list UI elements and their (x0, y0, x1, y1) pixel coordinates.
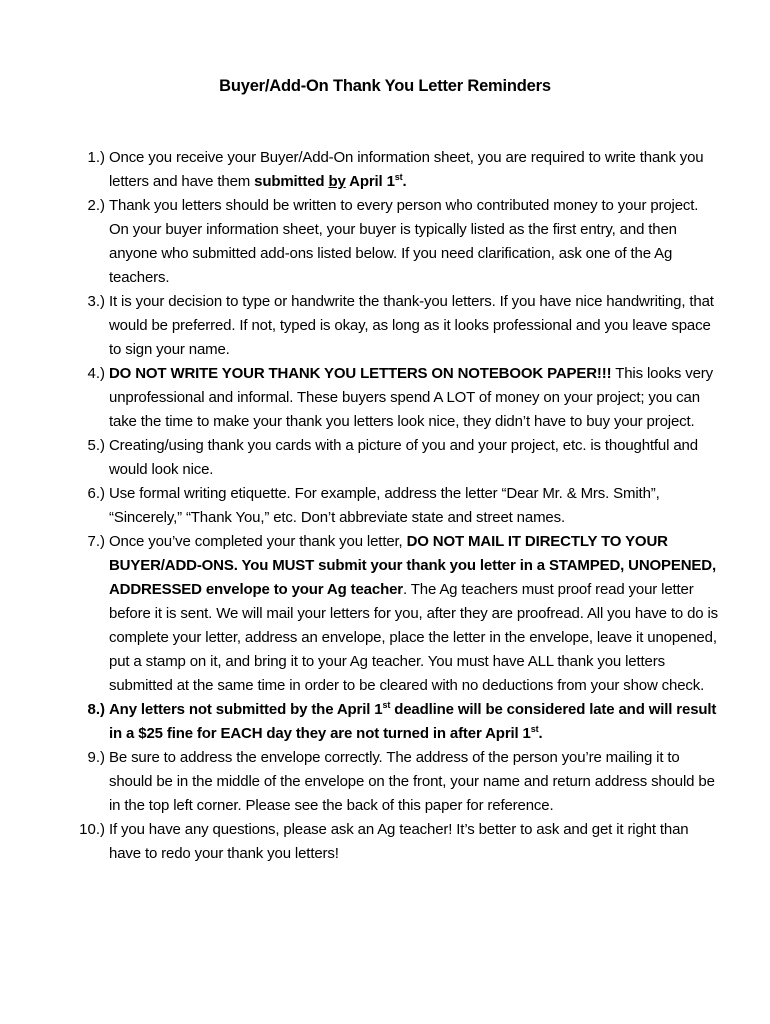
item-text (109, 362, 719, 434)
list-item (0, 434, 770, 482)
item-number: 7.) (87, 533, 105, 550)
item-superscript: st (382, 700, 391, 710)
list-item (0, 362, 770, 434)
item-bold-text: . (538, 725, 543, 742)
item-number: 5.) (87, 437, 105, 454)
list-item (0, 194, 770, 290)
item-text (109, 698, 719, 746)
item-bold-text: submitted (254, 173, 329, 190)
item-bold-text: DO NOT MAIL IT DIRECTLY TO YOUR BUYER/ADD-ONS. You MUST submit your thank you letter in a STAMPED, UNOPENED, ADDRESSED envelope to your Ag teacher (109, 533, 716, 598)
list-item (0, 746, 770, 818)
list-item (0, 698, 770, 746)
item-bold-text: April 1 (345, 173, 395, 190)
item-number: 8.) (87, 701, 105, 718)
item-text (109, 530, 719, 698)
item-underlined-text: by (328, 173, 346, 190)
item-text-part: . The Ag teachers must proof read your letter before it is sent. We will mail your letters for you, after they are proofread. All you have to do is complete your letter, address an envelope, place the letter in the envelope, leave it unopened, put a stamp on it, and bring it to your Ag teacher. You must have ALL thank you letters submitted at the same time in order to be cleared with no deductions from your show check. (109, 581, 719, 694)
item-text: Use formal writing etiquette. For example, address the letter “Dear Mr. & Mrs. Smith”, “Sincerely,” “Thank You,” etc. Don’t abbreviate state and street names. (109, 485, 660, 526)
item-number: 6.) (87, 485, 105, 502)
item-number: 4.) (87, 365, 105, 382)
item-text-part: Once you’ve completed your thank you letter, (109, 533, 407, 550)
reminder-list (0, 146, 770, 866)
item-text: Thank you letters should be written to every person who contributed money to your project. On your buyer information sheet, your buyer is typically listed as the first entry, and then anyone who submitted add-ons listed below. If you need clarification, ask one of the Ag teachers. (109, 197, 699, 286)
item-text-part: . (402, 173, 407, 190)
item-bold-text: deadline will be considered late and will result in a $25 fine for EACH day they are not turned in after April 1 (109, 701, 717, 742)
item-text: If you have any questions, please ask an Ag teacher! It’s better to ask and get it right than have to redo your thank you letters! (109, 821, 689, 862)
item-text: Be sure to address the envelope correctly. The address of the person you’re mailing it to should be in the middle of the envelope on the front, your name and return address should be in the top left corner. Please see the back of this paper for reference. (109, 749, 715, 814)
item-text-part: Once you receive your Buyer/Add-On information sheet, you are required to write thank you letters and have them (109, 149, 704, 190)
list-item (0, 290, 770, 362)
item-number: 2.) (87, 197, 105, 214)
list-item (0, 818, 770, 866)
item-text-part: This looks very unprofessional and informal. These buyers spend A LOT of money on your project; you can take the time to make your thank you letters look nice, they didn’t have to buy your project. (109, 365, 713, 430)
item-superscript: st (394, 172, 403, 182)
list-item (0, 146, 770, 194)
item-number: 9.) (87, 749, 105, 766)
item-bold-text: DO NOT WRITE YOUR THANK YOU LETTERS ON NOTEBOOK PAPER!!! (109, 365, 612, 382)
item-number: 1.) (87, 149, 105, 166)
item-text (109, 146, 719, 194)
list-item (0, 530, 770, 698)
item-number: 10.) (79, 821, 105, 838)
item-bold-text: Any letters not submitted by the April 1 (109, 701, 383, 718)
list-item (0, 482, 770, 530)
page-title: Buyer/Add-On Thank You Letter Reminders (219, 77, 551, 95)
item-text: It is your decision to type or handwrite the thank-you letters. If you have nice handwriting, that would be preferred. If not, typed is okay, as long as it looks professional and you leave space to sign your name. (109, 293, 714, 358)
item-superscript: st (530, 724, 539, 734)
item-text: Creating/using thank you cards with a picture of you and your project, etc. is thoughtful and would look nice. (109, 437, 698, 478)
item-number: 3.) (87, 293, 105, 310)
